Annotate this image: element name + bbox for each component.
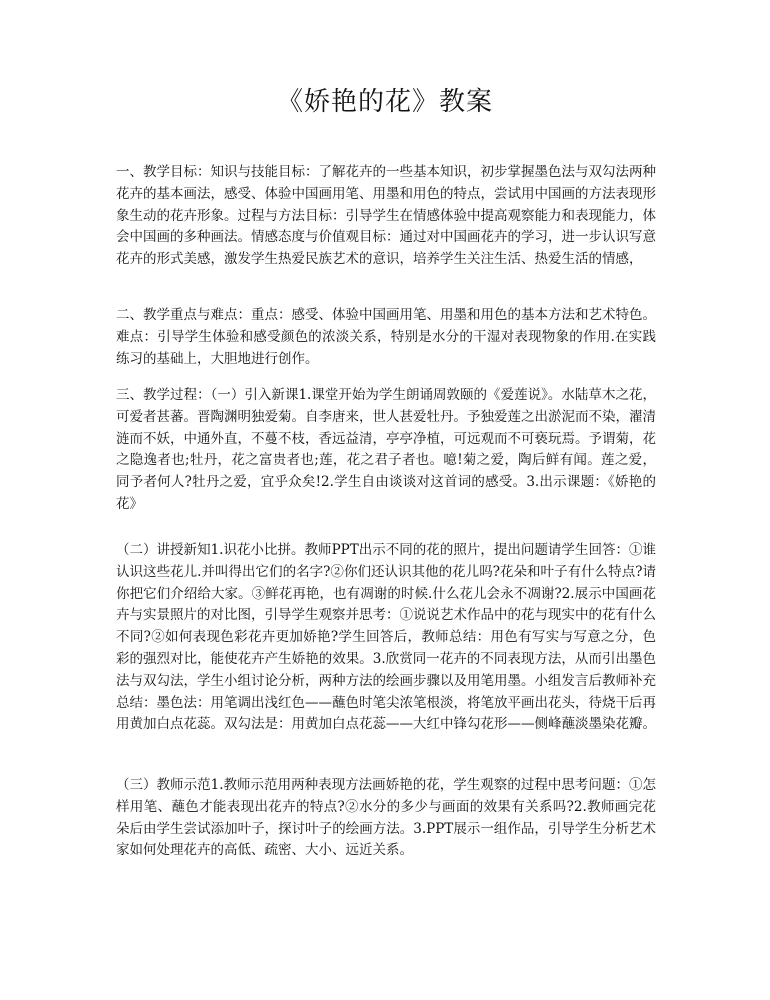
paragraph-key-points: 二、教学重点与难点：重点：感受、体验中国画用笔、用墨和用色的基本方法和艺术特色。难点：引导学生体验和感受颜色的浓淡关系，特别是水分的干湿对表现物象的作用.在实践练习的基础上，大胆地进行创作。 xyxy=(116,307,656,367)
paragraph-teaching-goals: 一、教学目标：知识与技能目标：了解花卉的一些基本知识，初步掌握墨色法与双勾法两种花卉的基本画法，感受、体验中国画用笔、用墨和用色的特点，尝试用中国画的方法表现形象生动的花卉形象。过程与方法目标：引导学生在情感体验中提高观察能力和表现能力，体会中国画的多种画法。情感态度与价值观目标：通过对中国画花卉的学习，进一步认识写意花卉的形式美感，激发学生热爱民族艺术的意识，培养学生关注生活、热爱生活的情感， xyxy=(116,164,656,268)
paragraph-teaching-process-intro: 三、教学过程：（一）引入新课1.课堂开始为学生朗诵周敦颐的《爱莲说》。水陆草木之花，可爱者甚蕃。晋陶渊明独爱菊。自李唐来，世人甚爱牡丹。予独爱莲之出淤泥而不染，濯清涟而不妖，中通外直，不蔓不枝，香远益清，亭亭净植，可远观而不可亵玩焉。予谓菊，花之隐逸者也;牡丹，花之富贵者也;莲，花之君子者也。噫!菊之爱，陶后鲜有闻。莲之爱，同予者何人?牡丹之爱，宜乎众矣!2.学生自由谈谈对这首词的感受。3.出示课题：《娇艳的花》 xyxy=(116,387,656,512)
paragraph-teacher-demo: （三）教师示范1.教师示范用两种表现方法画娇艳的花，学生观察的过程中思考问题：①怎样用笔、蘸色才能表现出花卉的特点?②水分的多少与画面的效果有关系吗?2.教师画完花朵后由学生尝试添加叶子，探讨叶子的绘画方法。3.PPT展示一组作品，引导学生分析艺术家如何处理花卉的高低、疏密、大小、远近关系。 xyxy=(116,777,656,859)
paragraph-new-knowledge: （二）讲授新知1.识花小比拼。教师PPT出示不同的花的照片，提出问题请学生回答：①谁认识这些花儿.并叫得出它们的名字?②你们还认识其他的花儿吗?花朵和叶子有什么特点?请你把它们介绍给大家。③鲜花再艳，也有凋谢的时候.什么花儿会永不凋谢?2.展示中国画花卉与实景照片的对比图，引导学生观察并思考：①说说艺术作品中的花与现实中的花有什么不同?②如何表现色彩花卉更加娇艳?学生回答后，教师总结：用色有写实与写意之分，色彩的强烈对比，能使花卉产生娇艳的效果。3.欣赏同一花卉的不同表现方法，从而引出墨色法与双勾法，学生小组讨论分析，两种方法的绘画步骤以及用笔用墨。小组发言后教师补充总结：墨色法：用笔调出浅红色——蘸色时笔尖浓笔根淡，将笔放平画出花头，待烧干后再用黄加白点花蕊。双勾法是：用黄加白点花蕊——大红中锋勾花形——侧峰蘸淡墨染花瓣。 xyxy=(116,542,656,733)
document-title: 《娇艳的花》教案 xyxy=(276,87,493,117)
